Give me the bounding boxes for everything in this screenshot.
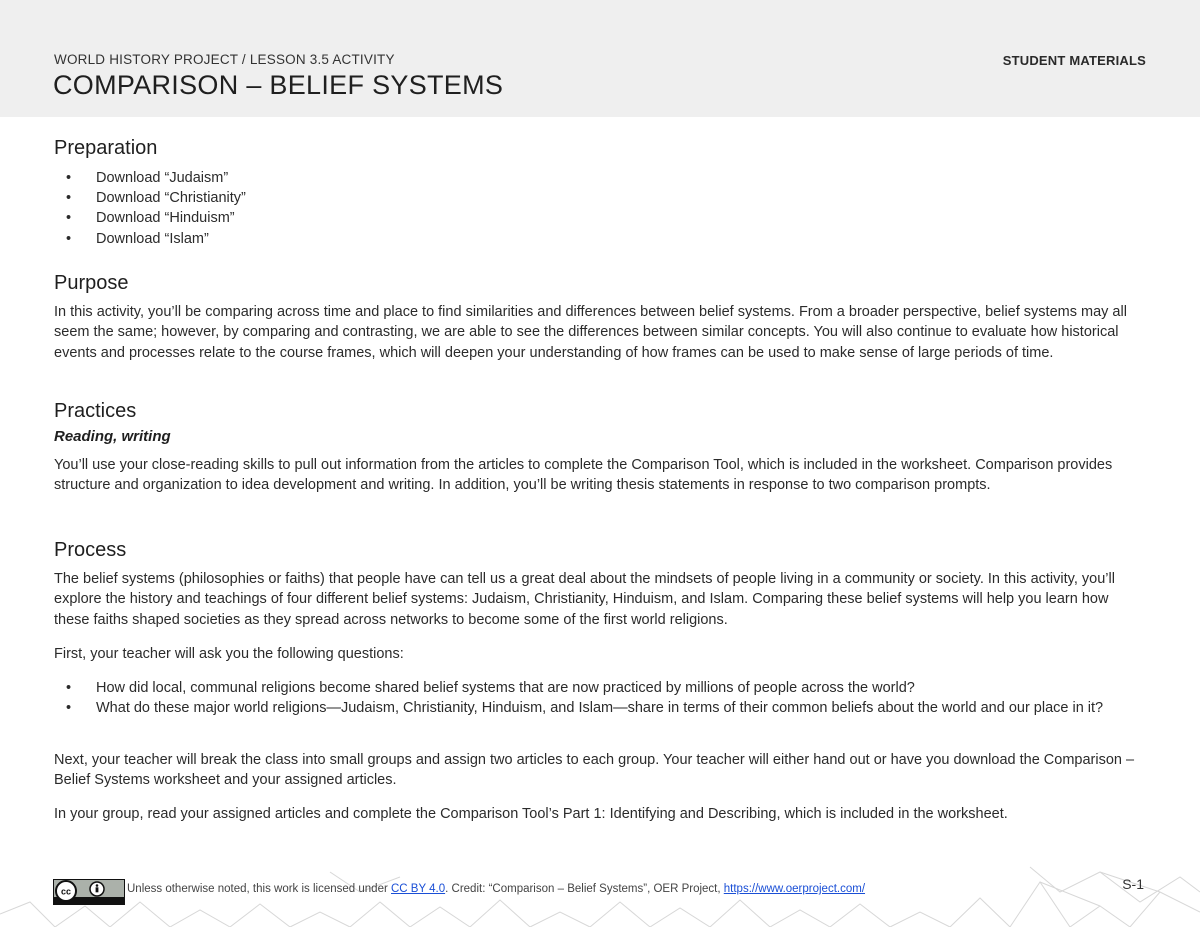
list-item: • Download “Hinduism” xyxy=(66,210,235,227)
cc-by-icon xyxy=(54,880,124,904)
process-paragraph-2: First, your teacher will ask you the following questions: xyxy=(54,646,404,662)
practices-heading: Practices xyxy=(54,400,137,422)
preparation-list xyxy=(54,168,246,249)
process-paragraph-3: Next, your teacher will break the class into small groups and assign two articles to each group. Your teacher will either hand out or have you download the Comparison – Belief Systems worksheet and your assigned articles. xyxy=(54,752,1135,789)
list-item: • Download “Judaism” xyxy=(66,170,229,186)
list-item: • What do these major world religions—Judaism, Christianity, Hinduism, and Islam—share in terms of their common beliefs about the world and our place in it? xyxy=(66,700,1104,717)
practices-subheading: Reading, writing xyxy=(54,428,171,445)
process-paragraph-1: The belief systems (philosophies or faiths) that people have can tell us a great deal about the mindsets of people living in a community or society. In this activity, you’ll explore the history and teachings of four different belief systems: Judaism, Christianity, Hinduism, and Islam. Comparing these belief systems will help you learn how these faiths shaped societies as they spread across networks to become some of the first world religions. xyxy=(54,571,1115,628)
license-link[interactable]: CC BY 4.0 xyxy=(391,883,446,895)
list-item: • Download “Islam” xyxy=(66,230,209,247)
preparation-heading: Preparation xyxy=(54,137,158,159)
lesson-kicker: WORLD HISTORY PROJECT / LESSON 3.5 ACTIVITY xyxy=(54,52,395,67)
purpose-paragraph: In this activity, you’ll be comparing across time and place to find similarities and differences between belief systems. From a broader perspective, belief systems may all seem the same; however, by comparing and contrasting, we are able to see the differences between similar concepts. You will also continue to evaluate how historical events and processes relate to the course frames, which will deepen your understanding of how frames can be used to make sense of large periods of time. xyxy=(54,304,1127,361)
list-item: • How did local, communal religions become shared belief systems that are now practiced by millions of people across the world? xyxy=(66,680,915,696)
cc-by-icon[interactable] xyxy=(53,879,125,905)
purpose-heading: Purpose xyxy=(54,272,129,294)
page-title: COMPARISON – BELIEF SYSTEMS xyxy=(53,70,504,100)
page-number: S-1 xyxy=(1122,876,1144,892)
student-materials-label: STUDENT MATERIALS xyxy=(1002,53,1146,68)
process-paragraph-4: In your group, read your assigned articles and complete the Comparison Tool’s Part 1: Identifying and Describing, which is included in the worksheet. xyxy=(54,806,1008,822)
list-item: • Download “Christianity” xyxy=(66,190,246,207)
svg-text:cc: cc xyxy=(60,886,72,897)
license-text: Unless otherwise noted, this work is licensed under CC BY 4.0. Credit: “Comparison – Belief Systems”, OER Project, https://www.oerproject.com/ xyxy=(127,883,866,895)
questions-list xyxy=(54,678,1146,718)
oer-project-link[interactable]: https://www.oerproject.com/ xyxy=(723,883,866,895)
process-heading: Process xyxy=(54,539,127,561)
page-header xyxy=(0,0,1200,117)
practices-paragraph: You’ll use your close-reading skills to pull out information from the articles to complete the Comparison Tool, which is included in the worksheet. Comparison provides structure and organization to idea development and writing. In addition, you’ll be writing thesis statements in response to two comparison prompts. xyxy=(54,457,1113,494)
